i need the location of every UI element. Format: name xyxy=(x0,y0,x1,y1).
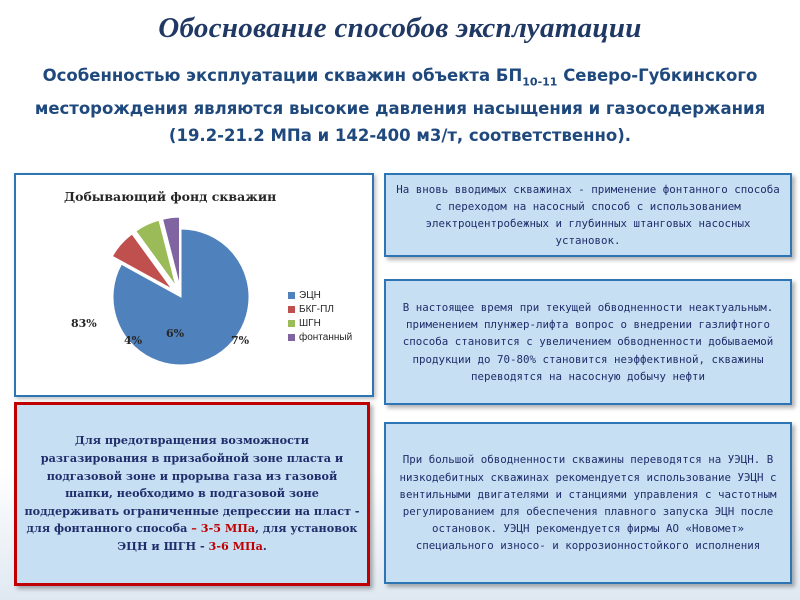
pie-chart-panel xyxy=(14,173,374,397)
current-state-box xyxy=(384,279,792,405)
slide-subtitle xyxy=(28,62,772,149)
pie-label-shgn: 6% xyxy=(166,327,185,340)
high-watercut-box xyxy=(384,422,792,584)
pie-chart xyxy=(16,175,372,395)
new-wells-box xyxy=(384,173,792,257)
depression-text-start: Для предотвращения возможности разгазирования в призабойной зоне пласта и подгазовой зоне и прорыва газа из газовой шапки, необходимо в подгазовой зоне поддерживать ограниченные депрессии на пласт - для фонтанного способа xyxy=(24,433,360,536)
fountain-depression-value: – 3-5 МПа xyxy=(191,521,256,536)
pie-label-fountain: 4% xyxy=(124,334,143,347)
depression-text-end: . xyxy=(262,538,267,553)
legend-item-fountain xyxy=(288,330,352,344)
high-watercut-text: При большой обводненности скважины переводятся на УЭЦН. В низкодебитных скважинах рекомендуется использование УЭЦН с вентильными двигателями и станциями управления с частотным регулированием для обеспечения плавного запуска ЭЦН после остановок. УЭЦН рекомендуется фирмы АО «Новомет» специального износо- и коррозионностойкого исполнения xyxy=(399,453,777,553)
legend-item-esp xyxy=(288,288,352,302)
chart-legend xyxy=(288,288,352,344)
subtitle-text-start: Особенностью эксплуатации скважин объекта БП xyxy=(42,66,523,85)
depression-text-mid: , для установок ЭЦН и ШГН - xyxy=(117,521,358,553)
esp-shgn-depression-value: 3-6 МПа xyxy=(208,538,263,553)
legend-swatch-bkg xyxy=(288,306,295,313)
legend-label-esp: ЭЦН xyxy=(299,289,321,301)
chart-title: Добывающий фонд скважин xyxy=(64,189,277,204)
subtitle-subscript: 10-11 xyxy=(522,75,558,89)
slide-title: Обоснование способов эксплуатации xyxy=(158,12,642,44)
legend-item-shgn xyxy=(288,316,352,330)
legend-swatch-esp xyxy=(288,292,295,299)
subtitle-text-end: Северо-Губкинского месторождения являются высокие давления насыщения и газосодержания (19.2-21.2 МПа и 142-400 м3/т, соответственно). xyxy=(34,66,766,146)
legend-item-bkg xyxy=(288,302,352,316)
pie-label-esp: 83% xyxy=(71,317,97,330)
legend-label-shgn: ШГН xyxy=(299,317,321,329)
legend-swatch-shgn xyxy=(288,320,295,327)
legend-label-bkg: БКГ-ПЛ xyxy=(299,303,334,315)
depression-limits-text xyxy=(23,432,361,555)
legend-label-fountain: фонтанный xyxy=(299,331,353,343)
current-state-text: В настоящее время при текущей обводненности неактуальным. применением плунжер-лифта вопрос о внедрении газлифтного способа становится с увеличением обводненности добываемой продукции до 70-80% становится неэффективной, скважины переводятся на насосную добычу нефти xyxy=(402,300,774,383)
new-wells-text: На вновь вводимых скважинах - применение фонтанного способа с переходом на насосный способ с использованием электроцентробежных и глубинных штанговых насосных установок. xyxy=(396,182,780,248)
legend-swatch-fountain xyxy=(288,334,295,341)
depression-limits-box xyxy=(14,402,370,586)
pie-label-bkg: 7% xyxy=(231,334,250,347)
